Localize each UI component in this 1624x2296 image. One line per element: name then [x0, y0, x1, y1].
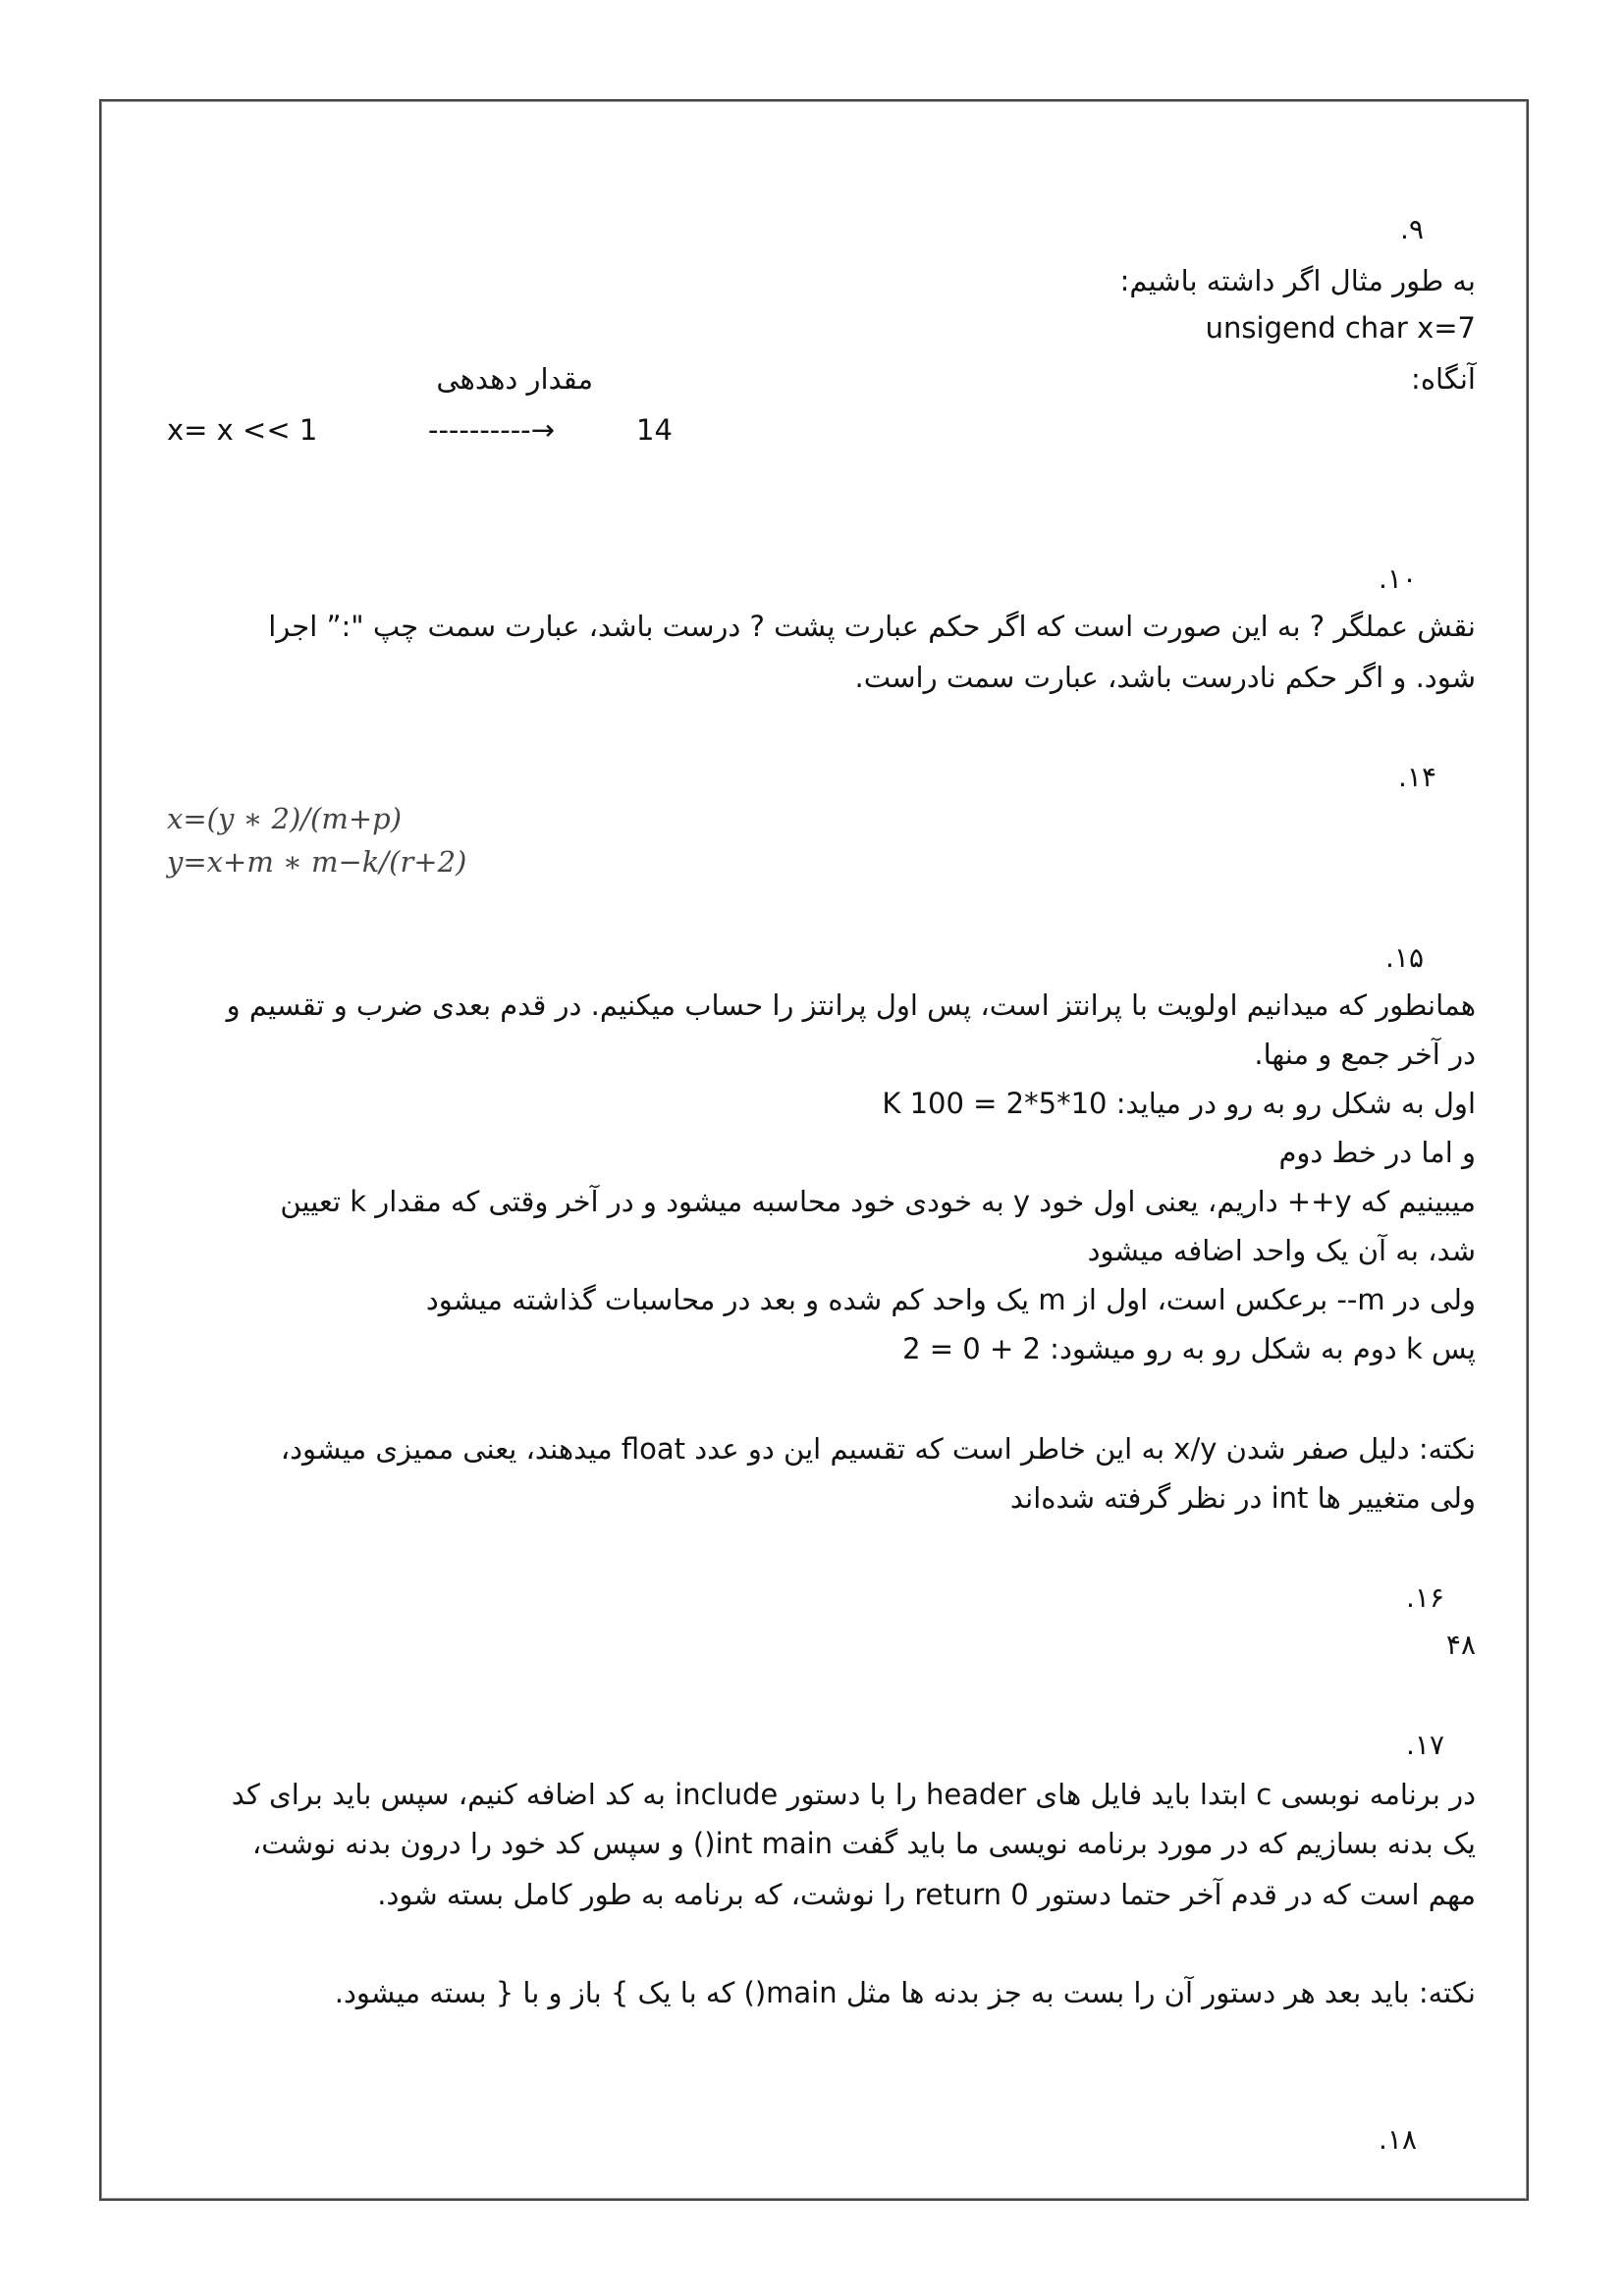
q14-equation-1: x=(y ∗ 2)/(m+p) — [167, 802, 403, 835]
q10-line2: شود. و اگر حکم نادرست باشد، عبارت سمت راست. — [854, 661, 1476, 694]
q9-line2: unsigend char x=7 — [1205, 311, 1476, 345]
q9-line3: آنگاه: — [1411, 362, 1476, 396]
q9-line1: به طور مثال اگر داشته باشیم: — [1119, 264, 1476, 297]
q15-line: پس k دوم به شکل رو به رو میشود: 2 + 0 = 2 — [902, 1332, 1476, 1365]
q15-line: ولی در m-- برعکس است، اول از m یک واحد کم شده و بعد در محاسبات گذاشته میشود — [425, 1283, 1476, 1316]
q17-line: مهم است که در قدم آخر حتما دستور return 0 را نوشت، که برنامه به طور کامل بسته شود. — [377, 1878, 1476, 1911]
q10-line1: نقش عملگر ? به این صورت است که اگر حکم عبارت پشت ? درست باشد، عبارت سمت چپ ":” اجرا — [268, 610, 1476, 643]
q15-line: میبینیم که y++ داریم، یعنی اول خود y به خودی خود محاسبه میشود و در آخر وقتی که مقدار k تعیین — [280, 1185, 1476, 1218]
q9-number: .۹ — [1400, 213, 1424, 245]
q15-line: و اما در خط دوم — [1278, 1136, 1476, 1169]
q9-expression: x= x << 1 — [167, 413, 318, 447]
q10-number: .۱۰ — [1379, 562, 1417, 595]
q15-line: شد، به آن یک واحد اضافه میشود — [1087, 1234, 1476, 1267]
q15-number: .۱۵ — [1385, 941, 1424, 974]
q17-line: در برنامه نوبسی c ابتدا باید فایل های header را با دستور include به کد اضافه کنیم، سپس باید برای کد — [231, 1778, 1476, 1811]
q18-number: .۱۸ — [1379, 2123, 1417, 2156]
q17-line: یک بدنه بسازیم که در مورد برنامه نویسی ما باید گفت int main() و سپس کد خود را درون بدنه نوشت، — [251, 1827, 1476, 1860]
q15-line: در آخر جمع و منها. — [1254, 1038, 1476, 1071]
q14-number: .۱۴ — [1398, 761, 1436, 793]
q17-number: .۱۷ — [1406, 1729, 1444, 1761]
q9-value: 14 — [636, 413, 673, 447]
q16-answer: ۴۸ — [1445, 1629, 1476, 1661]
q17-note: نکته: باید بعد هر دستور آن را بست به جز بدنه ها مثل main() که با یک } باز و با { بسته میشود. — [334, 1976, 1476, 2009]
q15-line: همانطور که میدانیم اولویت با پرانتز است، پس اول پرانتز را حساب میکنیم. در قدم بعدی ضرب و تقسیم و — [226, 988, 1476, 1022]
q9-arrow: ----------→ — [428, 413, 555, 447]
q15-line: K اول به شکل رو به رو در میاید: 10*5*2 = 100 — [882, 1087, 1476, 1120]
q14-equation-2: y=x+m ∗ m−k/(r+2) — [167, 845, 467, 879]
q9-column-header: مقدار دهدهی — [436, 362, 593, 396]
q15-note-line1: نکته: دلیل صفر شدن x/y به این خاطر است که تقسیم این دو عدد float میدهند، یعنی ممیزی میشود، — [280, 1432, 1476, 1466]
q16-number: .۱۶ — [1406, 1581, 1444, 1614]
q15-note-line2: ولی متغییر ها int در نظر گرفته شده‌اند — [1009, 1481, 1476, 1515]
